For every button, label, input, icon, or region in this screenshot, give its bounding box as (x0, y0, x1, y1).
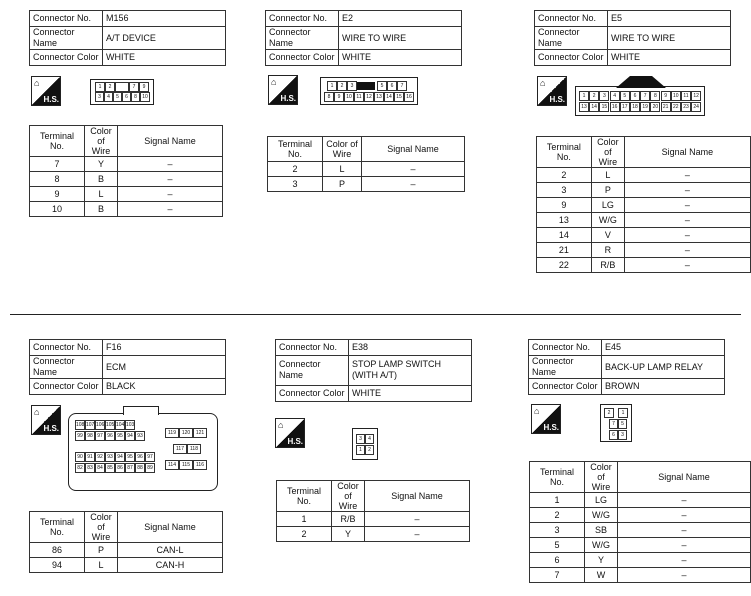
label-connector-no: Connector No. (535, 11, 608, 27)
connector-e38-info (275, 339, 472, 402)
table-row: 5 W/G – (530, 538, 751, 553)
connector-f16-terminal-table (29, 511, 223, 573)
connector-m156-diagram (90, 79, 154, 105)
pin: 104 (116, 422, 125, 428)
pin-key (357, 82, 375, 90)
pin: 87 (125, 463, 135, 473)
header-signal-name: Signal Name (624, 137, 750, 168)
pin: 15 (599, 102, 609, 112)
pin: 16 (404, 92, 414, 102)
connector-e5-info (534, 10, 731, 66)
pin: 21 (661, 102, 671, 112)
pin: 4 (610, 91, 620, 101)
pin: 84 (95, 463, 105, 473)
pin: 5 (618, 419, 627, 429)
table-row: 3 SB – (530, 523, 751, 538)
pin: 3 (356, 434, 365, 444)
pin: 9 (139, 82, 149, 92)
pin: 89 (145, 463, 155, 473)
pin: 2 (589, 91, 599, 101)
label-connector-color: Connector Color (276, 386, 349, 402)
label-connector-no: Connector No. (30, 11, 103, 27)
table-row: 10 B – (30, 202, 223, 217)
connector-e45-terminal-table (529, 461, 751, 583)
pin: 11 (681, 91, 691, 101)
hs-icon: ⌂ H.S. (275, 418, 305, 448)
pin-blank (115, 82, 129, 92)
pin: 20 (650, 102, 660, 112)
table-row: 2 L – (537, 168, 751, 183)
connector-e5-terminal-table (536, 136, 751, 273)
table-row: 13 W/G – (537, 213, 751, 228)
table-row: 1 R/B – (277, 512, 470, 527)
table-row: 2 Y – (277, 527, 470, 542)
pin: 97 (95, 431, 105, 441)
pin: 114 (165, 460, 179, 470)
header-signal-name: Signal Name (118, 126, 223, 157)
pin: 1 (618, 408, 628, 418)
pin: 3 (618, 430, 627, 440)
connector-m156-info (29, 10, 226, 66)
pin: 3 (599, 91, 609, 101)
table-row: 2 W/G – (530, 508, 751, 523)
connector-m156-terminal-table (29, 125, 223, 217)
header-terminal-no: Terminal No. (30, 126, 85, 157)
pin: 14 (384, 92, 394, 102)
pin: 99 (75, 431, 85, 441)
connector-no-value: E5 (608, 11, 731, 27)
pin: 95 (125, 452, 135, 462)
pin: 23 (681, 102, 691, 112)
pin: 116 (193, 460, 207, 470)
pin: 19 (640, 102, 650, 112)
connector-no-value: E38 (349, 340, 472, 356)
pin: 3 (95, 92, 104, 102)
header-color-of-wire: Color of Wire (85, 126, 118, 157)
label-connector-color: Connector Color (535, 50, 608, 66)
pin: 117 (173, 444, 187, 454)
pin: 7 (609, 419, 618, 429)
pin: 17 (620, 102, 630, 112)
header-color-of-wire: Color of Wire (323, 137, 362, 162)
pin: 8 (324, 92, 334, 102)
pin: 1 (579, 91, 589, 101)
connector-latch-icon (616, 75, 666, 89)
label-connector-no: Connector No. (529, 340, 602, 356)
pin: 107 (86, 422, 95, 428)
pin: 4 (365, 434, 374, 444)
label-connector-color: Connector Color (30, 50, 103, 66)
connector-color-value: WHITE (349, 386, 472, 402)
pin: 93 (135, 431, 145, 441)
pin: 96 (105, 431, 115, 441)
pin: 121 (193, 428, 207, 438)
pin: 7 (129, 82, 139, 92)
connector-name-value: BACK-UP LAMP RELAY (602, 356, 725, 379)
pin: 86 (115, 463, 125, 473)
pin: 115 (179, 460, 193, 470)
label-connector-no: Connector No. (30, 340, 103, 356)
connector-name-value: ECM (103, 356, 226, 379)
pin: 5 (620, 91, 630, 101)
pin: 92 (95, 452, 105, 462)
connector-no-value: E45 (602, 340, 725, 356)
connector-color-value: BROWN (602, 379, 725, 395)
table-row: 3 P – (537, 183, 751, 198)
connector-no-value: E2 (339, 11, 462, 27)
connector-name-value: A/T DEVICE (103, 27, 226, 50)
label-connector-name: Connector Name (30, 356, 103, 379)
pin: 10 (140, 92, 150, 102)
connector-name-value: WIRE TO WIRE (339, 27, 462, 50)
connector-e45-info (528, 339, 725, 395)
table-row: 9 L – (30, 187, 223, 202)
pin: 6 (609, 430, 618, 440)
label-connector-color: Connector Color (30, 379, 103, 395)
connector-f16-info (29, 339, 226, 395)
hs-icon: ⌂ H.S. (531, 404, 561, 434)
connector-name-value: STOP LAMP SWITCH (WITH A/T) (349, 356, 472, 386)
pin: 82 (75, 463, 85, 473)
pin: 6 (630, 91, 640, 101)
pin: 2 (105, 82, 115, 92)
connector-e2-terminal-table (267, 136, 465, 192)
pin: 9 (334, 92, 344, 102)
pin: 90 (75, 452, 85, 462)
hs-icon: ⌂ H.S. (537, 76, 567, 106)
header-signal-name: Signal Name (365, 481, 470, 512)
label-connector-name: Connector Name (30, 27, 103, 50)
table-row: 8 B – (30, 172, 223, 187)
connector-e5-diagram (575, 86, 705, 116)
connector-e45-diagram (600, 404, 632, 442)
connector-e2-diagram (320, 77, 418, 105)
pin: 6 (122, 92, 131, 102)
label-connector-name: Connector Name (535, 27, 608, 50)
pin: 10 (344, 92, 354, 102)
pin: 2 (604, 408, 614, 418)
connector-color-value: BLACK (103, 379, 226, 395)
table-row: 9 LG – (537, 198, 751, 213)
pin: 105 (106, 422, 115, 428)
header-signal-name: Signal Name (118, 512, 223, 543)
table-row: 7 W – (530, 568, 751, 583)
pin: 88 (135, 463, 145, 473)
pin: 97 (145, 452, 155, 462)
connector-e38-diagram (352, 428, 378, 460)
header-color-of-wire: Color of Wire (85, 512, 118, 543)
table-row: 1 LG – (530, 493, 751, 508)
pin: 5 (377, 81, 387, 91)
connector-color-value: WHITE (339, 50, 462, 66)
label-connector-name: Connector Name (266, 27, 339, 50)
header-color-of-wire: Color of Wire (332, 481, 365, 512)
pin: 91 (85, 452, 95, 462)
pin: 98 (85, 431, 95, 441)
connector-latch (123, 406, 159, 415)
pin: 9 (661, 91, 671, 101)
pin: 120 (179, 428, 193, 438)
pin: 8 (650, 91, 660, 101)
pin: 108 (76, 422, 85, 428)
table-row: 22 R/B – (537, 258, 751, 273)
pin: 118 (187, 444, 201, 454)
pin: 6 (387, 81, 397, 91)
label-connector-color: Connector Color (266, 50, 339, 66)
pin: 119 (165, 428, 179, 438)
pin: 7 (640, 91, 650, 101)
pin: 14 (589, 102, 599, 112)
pin: 24 (691, 102, 701, 112)
label-connector-no: Connector No. (276, 340, 349, 356)
pin: 10 (671, 91, 681, 101)
pin: 15 (394, 92, 404, 102)
connector-e2-info (265, 10, 462, 66)
pin: 22 (671, 102, 681, 112)
header-color-of-wire: Color of Wire (591, 137, 624, 168)
hs-icon: ⌂ H.S. (31, 405, 61, 435)
pin: 3 (347, 81, 357, 91)
pin: 8 (131, 92, 140, 102)
hs-icon: ⌂ H.S. (268, 75, 298, 105)
table-row: 6 Y – (530, 553, 751, 568)
pin: 12 (691, 91, 701, 101)
header-terminal-no: Terminal No. (268, 137, 323, 162)
header-color-of-wire: Color of Wire (585, 462, 618, 493)
pin: 13 (374, 92, 384, 102)
header-signal-name: Signal Name (362, 137, 465, 162)
connector-e38-terminal-table (276, 480, 470, 542)
pin: 7 (397, 81, 407, 91)
hs-icon: ⌂ H.S. (31, 76, 61, 106)
pin: 2 (337, 81, 347, 91)
header-signal-name: Signal Name (618, 462, 751, 493)
pin: 5 (113, 92, 122, 102)
pin: 12 (364, 92, 374, 102)
connector-no-value: M156 (103, 11, 226, 27)
connector-f16-diagram (68, 413, 218, 491)
connector-name-value: WIRE TO WIRE (608, 27, 731, 50)
pin: 16 (610, 102, 620, 112)
pin: 93 (105, 452, 115, 462)
pin: 95 (115, 431, 125, 441)
pin: 106 (96, 422, 105, 428)
pin: 13 (579, 102, 589, 112)
connector-color-value: WHITE (608, 50, 731, 66)
pin: 2 (365, 445, 374, 455)
header-terminal-no: Terminal No. (530, 462, 585, 493)
label-connector-name: Connector Name (276, 356, 349, 386)
section-divider (10, 314, 741, 315)
pin: 1 (327, 81, 337, 91)
header-terminal-no: Terminal No. (537, 137, 592, 168)
pin: 85 (105, 463, 115, 473)
pin: 11 (354, 92, 364, 102)
label-connector-name: Connector Name (529, 356, 602, 379)
connector-color-value: WHITE (103, 50, 226, 66)
connector-no-value: F16 (103, 340, 226, 356)
pin: 1 (95, 82, 105, 92)
label-connector-no: Connector No. (266, 11, 339, 27)
label-connector-color: Connector Color (529, 379, 602, 395)
header-terminal-no: Terminal No. (30, 512, 85, 543)
table-row: 94 L CAN-H (30, 558, 223, 573)
table-row: 3 P – (268, 177, 465, 192)
pin: 4 (104, 92, 113, 102)
pin: 18 (630, 102, 640, 112)
pin: 1 (356, 445, 365, 455)
table-row: 86 P CAN-L (30, 543, 223, 558)
header-terminal-no: Terminal No. (277, 481, 332, 512)
pin: 96 (135, 452, 145, 462)
pin: 94 (115, 452, 125, 462)
table-row: 21 R – (537, 243, 751, 258)
table-row: 2 L – (268, 162, 465, 177)
table-row: 14 V – (537, 228, 751, 243)
pin: 94 (125, 431, 135, 441)
table-row: 7 Y – (30, 157, 223, 172)
pin: 103 (126, 422, 135, 428)
pin: 83 (85, 463, 95, 473)
